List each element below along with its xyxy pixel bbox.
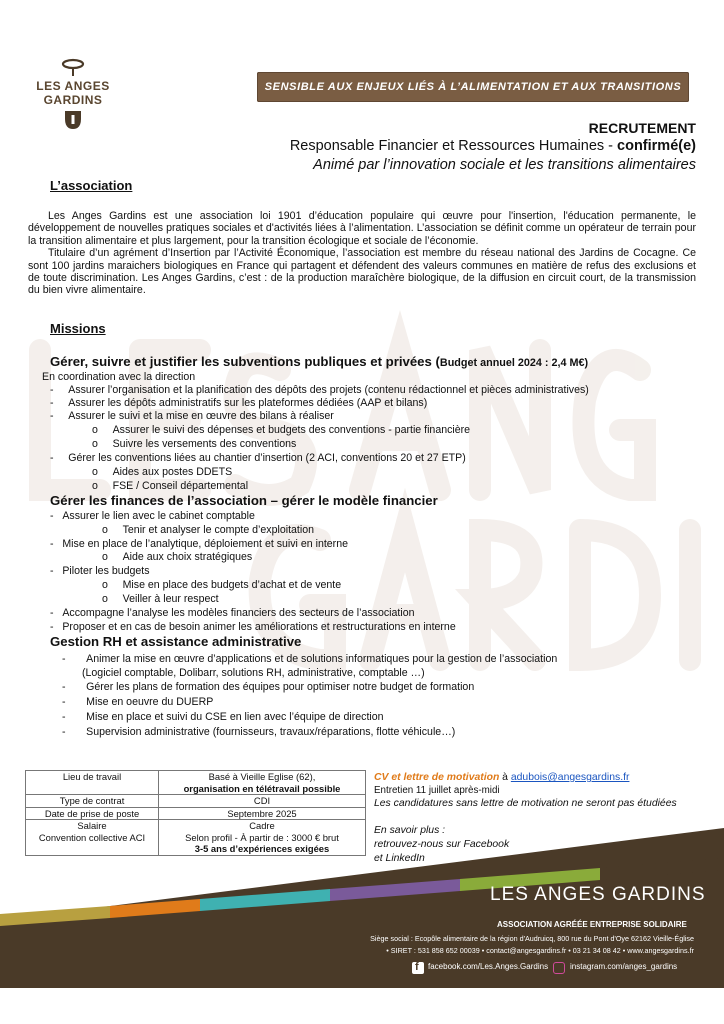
cv-line: [374, 771, 629, 784]
sub-list-item: o Suivre les versements des conventions: [92, 438, 297, 450]
section2-title: Gérer les finances de l’association – gérer le modèle financier: [50, 493, 438, 508]
email-link[interactable]: adubois@angesgardins.fr: [510, 772, 630, 783]
logo-line1: LES ANGES: [36, 79, 110, 93]
linkedin-text: et LinkedIn: [374, 853, 425, 864]
section1-budget: Budget annuel 2024 : 2,4 M€): [439, 357, 589, 369]
sub-list-item: o Assurer le suivi des dépenses et budgets des conventions - partie financière: [92, 424, 471, 436]
table-cell: Septembre 2025: [159, 807, 366, 820]
list-item-text: Assurer le suivi et la mise en œuvre des bilans à réaliser: [68, 410, 334, 422]
job-title-text: Responsable Financier et Ressources Humaines -: [289, 138, 618, 154]
list-item: - Assurer les dépôts administratifs sur les plateformes dédiées (AAP et bilans): [50, 397, 428, 409]
list-item-text: Gérer les plans de formation des équipes pour optimiser notre budget de formation: [86, 681, 475, 693]
list-item: - Animer la mise en œuvre d’applications et de solutions informatiques pour la gestion de l’association: [62, 653, 558, 665]
facebook-icon: f: [412, 962, 424, 974]
table-cell: CDI: [159, 795, 366, 808]
table-row: [26, 771, 366, 795]
shovel-icon: [62, 109, 84, 131]
facebook-text: retrouvez-nous sur Facebook: [374, 839, 510, 850]
missions-heading: Missions: [50, 321, 106, 336]
list-item-text: Animer la mise en œuvre d’applications et de solutions informatiques pour la gestion de l’association: [86, 653, 558, 665]
logo-line2: GARDINS: [43, 93, 103, 107]
footer-siege: Siège social : Ecopôle alimentaire de la région d'Audruicq, 800 rue du Pont d'Oye 62162 Vieille-Église: [370, 934, 694, 943]
savoir-text: En savoir plus :: [374, 825, 446, 836]
list-item-text: Mise en oeuvre du DUERP: [86, 696, 214, 708]
footer-siret: • SIRET : 531 858 652 00039 • contact@angesgardins.fr • 03 21 34 08 42 • www.angesgardins.fr: [386, 946, 694, 955]
list-item: - Mise en oeuvre du DUERP: [62, 696, 214, 708]
list-item-text: Mise en place des budgets d’achat et de vente: [122, 579, 342, 591]
list-item: - Assurer le lien avec le cabinet comptable: [50, 510, 255, 522]
cell-text: Selon profil - À partir de : 3000 € brut: [185, 831, 339, 843]
table-cell: [159, 771, 366, 795]
list-item-text: Veiller à leur respect: [122, 593, 219, 605]
sub-list-item: o Veiller à leur respect: [102, 593, 219, 605]
cell-text: Salaire: [77, 820, 107, 831]
instagram-icon: [553, 962, 565, 974]
cell-text: Convention collective ACI: [38, 831, 146, 843]
footer-agree: ASSOCIATION AGRÉÉE ENTREPRISE SOLIDAIRE: [497, 920, 687, 929]
halo-icon: [60, 55, 86, 77]
list-item-text: Assurer le suivi des dépenses et budgets des conventions - partie financière: [112, 424, 471, 436]
association-p1: Les Anges Gardins est une association loi 1901 d’éducation populaire qui œuvre pour l'insertion, l'éducation permanente, le développement de nouvelles pratiques sociales et d'activités liées à l’alimentation. L’association se définit comme un opérateur de terrain pour la transition alimentaire et plus largement, pour la transition écologique et sociale de l’économie.: [28, 210, 696, 247]
list-item-text: Suivre les versements des conventions: [112, 438, 297, 450]
cell-text: organisation en télétravail possible: [183, 782, 341, 794]
cell-text: Basé à Vieille Eglise (62),: [208, 771, 316, 782]
association-paragraphs: [28, 210, 696, 297]
list-item-text: Piloter les budgets: [62, 565, 150, 577]
list-item: - Gérer les plans de formation des équipes pour optimiser notre budget de formation: [62, 681, 475, 693]
section1-title: [50, 354, 588, 369]
list-item: - Mise en place et suivi du CSE en lien avec l’équipe de direction: [62, 711, 384, 723]
header-banner: [257, 72, 689, 123]
list-item-text: Assurer le lien avec le cabinet comptable: [62, 510, 255, 522]
footer-brand: LES ANGES GARDINS: [490, 884, 706, 905]
candidatures-text: Les candidatures sans lettre de motivation ne seront pas étudiées: [374, 798, 677, 809]
list-item: - Gérer les conventions liées au chantier d’insertion (2 ACI, conventions 20 et 27 ETP): [50, 452, 466, 464]
cell-text: 3-5 ans d’expériences exigées: [194, 843, 330, 854]
job-subtitle: Animé par l’innovation sociale et les transitions alimentaires: [313, 157, 696, 173]
list-item: - Assurer l’organisation et la planification des dépôts des projets (contenu rédactionnel et pièces administratives): [50, 384, 589, 396]
section1-title-text: Gérer, suivre et justifier les subventions publiques et privées (: [50, 354, 440, 369]
list-item-text: Gérer les conventions liées au chantier d’insertion (2 ACI, conventions 20 et 27 ETP): [68, 452, 466, 464]
section3-title: Gestion RH et assistance administrative: [50, 634, 302, 649]
list-item: - Piloter les budgets: [50, 565, 150, 577]
list-item-text: Mise en place de l’analytique, déploiement et suivi en interne: [62, 538, 348, 550]
sub-list-item: o Tenir et analyser le compte d’exploitation: [102, 524, 314, 536]
list-item-text: Assurer l’organisation et la planification des dépôts des projets (contenu rédactionnel et pièces administratives): [68, 384, 589, 396]
list-item-text: Accompagne l’analyse les modèles financiers des secteurs de l’association: [62, 607, 415, 619]
association-p2: Titulaire d’un agrément d’Insertion par l’Activité Économique, l’association est membre du réseau national des Jardins de Cocagne. Ce sont 100 jardins maraichers biologiques en France qui partagent et défendent des valeurs communes en matière de refus des exclusions et de toute discrimination. Les Anges Gardins, c’est : de la production maraîchère biologique, de la diffusion en circuit court, de la transmission du bien vivre alimentaire.: [28, 247, 696, 297]
list-item-text: Supervision administrative (fournisseurs, travaux/réparations, flotte véhicule…): [86, 726, 456, 738]
sub-list-item: o Aides aux postes DDETS: [92, 466, 233, 478]
table-cell: Lieu de travail: [26, 771, 159, 795]
sub-list-item: o FSE / Conseil départemental: [92, 480, 249, 492]
list-item-text: Aides aux postes DDETS: [112, 466, 233, 478]
association-heading: L’association: [50, 178, 133, 193]
recruitment-title: RECRUTEMENT: [588, 120, 696, 136]
section1-intro: En coordination avec la direction: [42, 371, 196, 383]
job-title: [290, 138, 696, 154]
job-title-bold: confirmé(e): [617, 138, 696, 154]
list-item: - Supervision administrative (fournisseurs, travaux/réparations, flotte véhicule…): [62, 726, 456, 738]
list-item-text: Proposer et en cas de besoin animer les améliorations et restructurations en interne: [62, 621, 456, 633]
list-item-text: Mise en place et suivi du CSE en lien avec l’équipe de direction: [86, 711, 384, 723]
facebook-link[interactable]: facebook.com/Les.Anges.Gardins: [428, 962, 549, 971]
sub-list-item: o Mise en place des budgets d’achat et de vente: [102, 579, 342, 591]
banner-text: SENSIBLE AUX ENJEUX LIÉS À L’ALIMENTATION ET AUX TRANSITIONS ÉCOLOGIQUES ?: [264, 81, 682, 123]
list-item-text: Tenir et analyser le compte d’exploitation: [122, 524, 314, 536]
logo: [30, 55, 116, 133]
instagram-link[interactable]: instagram.com/anges_gardins: [570, 962, 678, 971]
list-item-text: Aide aux choix stratégiques: [122, 551, 253, 563]
list-item-text: Assurer les dépôts administratifs sur les plateformes dédiées (AAP et bilans): [68, 397, 428, 409]
cv-a: à: [499, 772, 511, 783]
list-item: - Proposer et en cas de besoin animer les améliorations et restructurations en interne: [50, 621, 456, 633]
table-cell: Type de contrat: [26, 795, 159, 808]
list-item-continued: (Logiciel comptable, Dolibarr, solutions RH, administrative, comptable …): [82, 667, 425, 679]
list-item: - Mise en place de l’analytique, déploiement et suivi en interne: [50, 538, 348, 550]
list-item-text: FSE / Conseil départemental: [112, 480, 249, 492]
list-item: - Accompagne l’analyse les modèles financiers des secteurs de l’association: [50, 607, 415, 619]
entretien-text: Entretien 11 juillet après-midi: [374, 785, 500, 796]
cv-label: CV et lettre de motivation: [374, 772, 500, 783]
list-item: - Assurer le suivi et la mise en œuvre des bilans à réaliser: [50, 410, 334, 422]
sub-list-item: o Aide aux choix stratégiques: [102, 551, 253, 563]
table-row: [26, 795, 366, 808]
cell-text: Cadre: [249, 820, 275, 831]
table-cell: Date de prise de poste: [26, 807, 159, 820]
